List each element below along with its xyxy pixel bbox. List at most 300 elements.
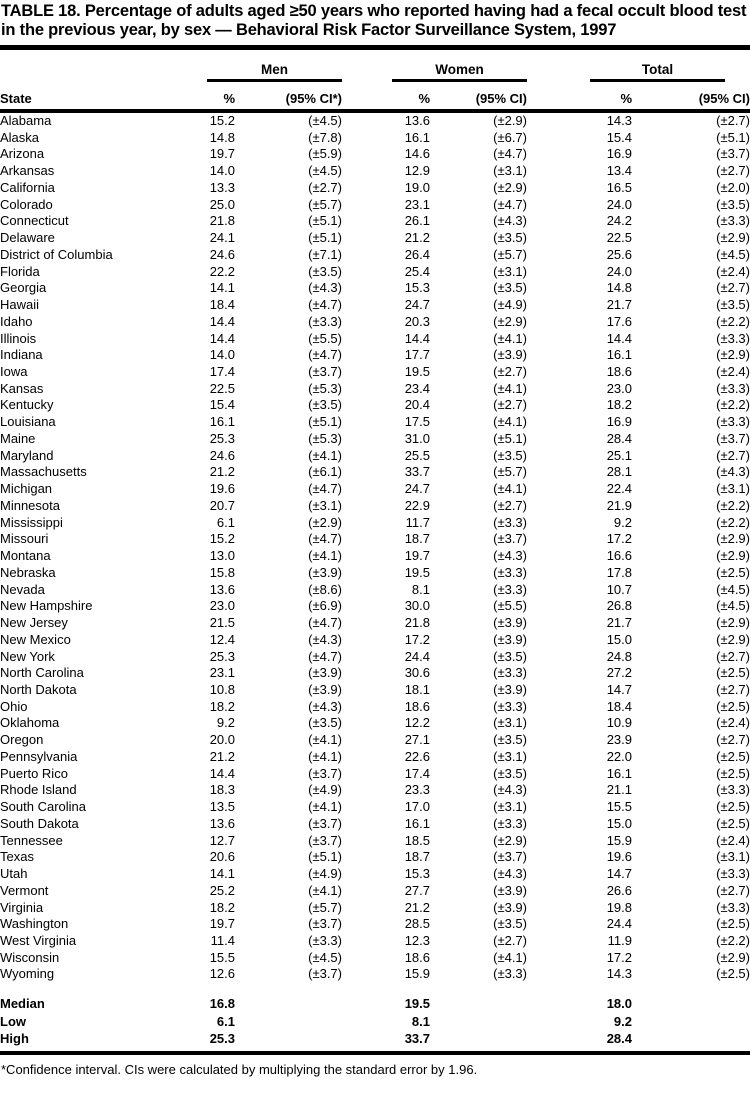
women-ci-cell: (±4.7)	[493, 146, 527, 162]
summary-total-ci-cell	[632, 1013, 750, 1031]
women-ci-cell: (±3.3)	[493, 815, 527, 831]
men-ci-cell: (±3.7)	[308, 364, 342, 380]
state-cell: New Hampshire	[0, 598, 93, 614]
state-cell: Utah	[0, 866, 28, 882]
total-ci-cell: (±2.5)	[716, 966, 750, 982]
total-pct-cell: 28.4	[606, 430, 632, 446]
men-ci-cell: (±4.3)	[308, 631, 342, 647]
table-row	[0, 197, 750, 214]
women-pct-cell: 20.4	[404, 397, 430, 413]
state-cell: Texas	[0, 849, 34, 865]
summary-men-ci-cell	[235, 1030, 342, 1053]
women-pct-cell: 18.7	[404, 849, 430, 865]
table-row	[0, 314, 750, 331]
women-ci-cell: (±5.1)	[493, 430, 527, 446]
summary-body	[0, 983, 750, 1053]
men-pct-cell: 17.4	[209, 364, 235, 380]
total-ci-cell: (±3.3)	[716, 866, 750, 882]
total-ci-cell: (±3.3)	[716, 899, 750, 915]
women-pct-cell: 33.7	[404, 464, 430, 480]
state-cell: Kentucky	[0, 397, 54, 413]
women-pct-cell: 20.3	[404, 313, 430, 329]
total-ci-cell: (±2.2)	[716, 397, 750, 413]
table-row	[0, 347, 750, 364]
men-ci-cell: (±3.9)	[308, 564, 342, 580]
total-pct-cell: 15.9	[606, 832, 632, 848]
summary-women-pct-cell: 19.5	[404, 996, 430, 1012]
men-pct-cell: 12.6	[209, 966, 235, 982]
men-pct-cell: 18.2	[209, 698, 235, 714]
state-cell: South Carolina	[0, 799, 86, 815]
men-ci-cell: (±2.9)	[308, 514, 342, 530]
group-header-row	[0, 56, 750, 82]
total-pct-cell: 26.8	[606, 598, 632, 614]
men-pct-cell: 21.5	[209, 615, 235, 631]
state-cell: Arkansas	[0, 163, 55, 179]
footnote: *Confidence interval. CIs were calculated by multiplying the standard error by 1.96.	[1, 1061, 478, 1077]
total-ci-cell: (±2.7)	[716, 163, 750, 179]
total-ci-header: (95% CI)	[698, 91, 750, 106]
women-ci-cell: (±3.9)	[493, 615, 527, 631]
table-row	[0, 766, 750, 783]
table-row	[0, 849, 750, 866]
table-row	[0, 799, 750, 816]
total-pct-cell: 22.0	[606, 748, 632, 764]
men-ci-cell: (±5.5)	[308, 330, 342, 346]
men-ci-cell: (±4.1)	[308, 882, 342, 898]
men-pct-cell: 6.1	[216, 514, 235, 530]
table-row	[0, 916, 750, 933]
women-pct-cell: 15.3	[404, 866, 430, 882]
state-cell: Montana	[0, 548, 51, 564]
state-cell: Vermont	[0, 882, 49, 898]
total-ci-cell: (±2.7)	[716, 732, 750, 748]
men-pct-cell: 18.4	[209, 297, 235, 313]
men-ci-cell: (±5.7)	[308, 196, 342, 212]
table-body	[0, 111, 750, 983]
women-ci-cell: (±3.9)	[493, 681, 527, 697]
table-row	[0, 230, 750, 247]
men-pct-cell: 14.1	[209, 280, 235, 296]
men-ci-cell: (±3.9)	[308, 681, 342, 697]
table-row	[0, 715, 750, 732]
total-ci-cell: (±2.7)	[716, 681, 750, 697]
summary-label-cell: Median	[0, 996, 45, 1012]
men-pct-cell: 9.2	[216, 715, 235, 731]
total-pct-cell: 17.8	[606, 564, 632, 580]
total-ci-cell: (±2.9)	[716, 347, 750, 363]
men-pct-cell: 15.2	[209, 113, 235, 128]
data-table	[0, 56, 750, 1055]
men-pct-cell: 10.8	[209, 681, 235, 697]
men-pct-cell: 25.0	[209, 196, 235, 212]
men-pct-cell: 21.2	[209, 748, 235, 764]
men-pct-cell: 18.3	[209, 782, 235, 798]
table-row	[0, 582, 750, 599]
men-pct-header: %	[223, 91, 235, 106]
total-pct-cell: 19.6	[606, 849, 632, 865]
men-ci-cell: (±3.7)	[308, 765, 342, 781]
state-cell: New Mexico	[0, 631, 71, 647]
women-pct-cell: 14.6	[404, 146, 430, 162]
page-title: TABLE 18. Percentage of adults aged ≥50 years who reported having had a fecal occult blood test in the previous year, by sex — Behavioral Risk Factor Surveillance System, 1997	[1, 2, 747, 39]
men-pct-cell: 15.4	[209, 397, 235, 413]
women-pct-cell: 19.5	[404, 364, 430, 380]
state-cell: Ohio	[0, 698, 28, 714]
women-pct-cell: 24.4	[404, 648, 430, 664]
state-cell: Indiana	[0, 347, 43, 363]
women-pct-cell: 23.1	[404, 196, 430, 212]
women-ci-cell: (±4.3)	[493, 782, 527, 798]
men-ci-cell: (±3.9)	[308, 665, 342, 681]
total-pct-cell: 16.9	[606, 146, 632, 162]
table-row	[0, 816, 750, 833]
women-ci-cell: (±4.3)	[493, 548, 527, 564]
total-ci-cell: (±2.7)	[716, 447, 750, 463]
total-pct-cell: 24.0	[606, 196, 632, 212]
summary-men-pct-cell: 16.8	[209, 996, 235, 1012]
women-pct-cell: 18.6	[404, 698, 430, 714]
men-ci-cell: (±4.7)	[308, 347, 342, 363]
total-pct-cell: 14.3	[606, 113, 632, 128]
total-pct-cell: 21.1	[606, 782, 632, 798]
women-ci-cell: (±3.5)	[493, 280, 527, 296]
state-group-spacer	[0, 56, 190, 82]
women-ci-cell: (±4.1)	[493, 414, 527, 430]
men-pct-cell: 20.0	[209, 732, 235, 748]
total-ci-cell: (±2.2)	[716, 932, 750, 948]
summary-total-pct-cell: 18.0	[606, 996, 632, 1012]
state-cell: Iowa	[0, 364, 28, 380]
total-ci-cell: (±3.1)	[716, 481, 750, 497]
men-pct-cell: 21.2	[209, 464, 235, 480]
total-pct-cell: 24.0	[606, 263, 632, 279]
state-cell: Alabama	[0, 113, 52, 128]
men-ci-cell: (±4.1)	[308, 799, 342, 815]
men-pct-cell: 14.4	[209, 330, 235, 346]
women-ci-cell: (±3.5)	[493, 765, 527, 781]
men-ci-cell: (±4.1)	[308, 447, 342, 463]
total-ci-cell: (±3.3)	[716, 330, 750, 346]
men-pct-cell: 14.4	[209, 313, 235, 329]
women-pct-cell: 24.7	[404, 481, 430, 497]
women-ci-cell: (±6.7)	[493, 129, 527, 145]
total-ci-cell: (±2.2)	[716, 514, 750, 530]
men-ci-cell: (±3.5)	[308, 397, 342, 413]
total-pct-cell: 13.4	[606, 163, 632, 179]
total-pct-cell: 25.6	[606, 246, 632, 262]
table-row	[0, 280, 750, 297]
men-pct-cell: 12.7	[209, 832, 235, 848]
women-ci-cell: (±4.3)	[493, 213, 527, 229]
total-pct-cell: 26.6	[606, 882, 632, 898]
table-row	[0, 565, 750, 582]
total-ci-cell: (±2.9)	[716, 230, 750, 246]
state-cell: West Virginia	[0, 932, 77, 948]
sub-header-row	[0, 82, 750, 111]
total-pct-cell: 21.7	[606, 297, 632, 313]
men-pct-cell: 13.0	[209, 548, 235, 564]
women-pct-cell: 23.4	[404, 380, 430, 396]
men-ci-cell: (±3.7)	[308, 815, 342, 831]
men-pct-cell: 23.0	[209, 598, 235, 614]
men-ci-cell: (±4.7)	[308, 615, 342, 631]
women-ci-cell: (±3.1)	[493, 799, 527, 815]
total-ci-cell: (±2.7)	[716, 648, 750, 664]
state-cell: Nebraska	[0, 564, 56, 580]
total-ci-cell: (±2.4)	[716, 263, 750, 279]
women-ci-cell: (±3.5)	[493, 916, 527, 932]
men-pct-cell: 25.3	[209, 430, 235, 446]
summary-total-ci-cell	[632, 1030, 750, 1053]
total-pct-cell: 14.7	[606, 681, 632, 697]
state-cell: California	[0, 179, 55, 195]
total-pct-cell: 11.9	[607, 932, 632, 948]
women-ci-cell: (±5.7)	[493, 464, 527, 480]
summary-women-ci-cell	[430, 1030, 527, 1053]
total-pct-cell: 24.4	[606, 916, 632, 932]
women-pct-cell: 27.7	[404, 882, 430, 898]
women-pct-cell: 24.7	[404, 297, 430, 313]
total-group-label: Total	[590, 62, 725, 82]
state-cell: Nevada	[0, 581, 45, 597]
women-ci-cell: (±3.7)	[493, 849, 527, 865]
total-pct-cell: 15.0	[606, 815, 632, 831]
women-pct-cell: 13.6	[404, 113, 430, 128]
women-ci-cell: (±4.9)	[493, 297, 527, 313]
men-ci-cell: (±7.8)	[308, 129, 342, 145]
women-pct-cell: 17.2	[404, 631, 430, 647]
women-pct-cell: 14.4	[404, 330, 430, 346]
table-row	[0, 431, 750, 448]
state-cell: Florida	[0, 263, 40, 279]
state-cell: Idaho	[0, 313, 33, 329]
table-row	[0, 900, 750, 917]
total-ci-cell: (±3.1)	[716, 849, 750, 865]
men-pct-cell: 16.1	[209, 414, 235, 430]
men-ci-cell: (±6.9)	[308, 598, 342, 614]
summary-women-ci-cell	[430, 1013, 527, 1031]
table-row	[0, 481, 750, 498]
men-ci-cell: (±4.1)	[308, 732, 342, 748]
state-cell: Mississippi	[0, 514, 63, 530]
men-group-label: Men	[207, 62, 342, 82]
total-pct-cell: 22.5	[606, 230, 632, 246]
state-cell: Maine	[0, 430, 36, 446]
table-row	[0, 548, 750, 565]
men-pct-cell: 14.4	[209, 765, 235, 781]
table-row	[0, 933, 750, 950]
women-pct-cell: 19.5	[404, 564, 430, 580]
total-pct-cell: 16.5	[606, 179, 632, 195]
women-pct-cell: 17.0	[404, 799, 430, 815]
women-ci-cell: (±2.9)	[493, 313, 527, 329]
total-ci-cell: (±2.9)	[716, 531, 750, 547]
table-row	[0, 699, 750, 716]
table-row	[0, 498, 750, 515]
total-pct-cell: 14.8	[606, 280, 632, 296]
men-pct-cell: 19.7	[209, 146, 235, 162]
total-pct-header: %	[620, 91, 632, 106]
group-header-total	[527, 56, 750, 82]
men-ci-cell: (±4.3)	[308, 698, 342, 714]
summary-row	[0, 1013, 750, 1031]
state-cell: New Jersey	[0, 615, 68, 631]
state-cell: Tennessee	[0, 832, 63, 848]
total-ci-cell: (±2.0)	[716, 179, 750, 195]
men-ci-cell: (±4.5)	[308, 113, 342, 128]
women-pct-cell: 12.3	[404, 932, 430, 948]
total-ci-cell: (±2.7)	[716, 882, 750, 898]
state-cell: Alaska	[0, 129, 40, 145]
state-cell: Hawaii	[0, 297, 40, 313]
women-pct-cell: 30.0	[404, 598, 430, 614]
table-row	[0, 111, 750, 130]
women-ci-cell: (±2.7)	[493, 397, 527, 413]
state-cell: New York	[0, 648, 55, 664]
table-row	[0, 615, 750, 632]
women-ci-cell: (±4.1)	[493, 481, 527, 497]
total-ci-cell: (±4.3)	[716, 464, 750, 480]
table-row	[0, 531, 750, 548]
state-cell: Missouri	[0, 531, 49, 547]
women-ci-cell: (±2.7)	[493, 364, 527, 380]
women-pct-cell: 18.6	[404, 949, 430, 965]
total-ci-cell: (±2.5)	[716, 748, 750, 764]
men-ci-cell: (±4.7)	[308, 481, 342, 497]
men-pct-cell: 24.6	[209, 246, 235, 262]
table-row	[0, 598, 750, 615]
total-ci-cell: (±2.7)	[716, 113, 750, 128]
women-pct-cell: 15.3	[404, 280, 430, 296]
table-row	[0, 883, 750, 900]
total-pct-cell: 24.8	[606, 648, 632, 664]
total-ci-cell: (±2.5)	[716, 765, 750, 781]
men-pct-cell: 13.3	[209, 179, 235, 195]
women-ci-cell: (±4.1)	[493, 330, 527, 346]
women-pct-cell: 17.4	[404, 765, 430, 781]
total-pct-cell: 14.7	[606, 866, 632, 882]
table-row	[0, 180, 750, 197]
state-cell: North Dakota	[0, 681, 77, 697]
women-pct-cell: 21.2	[404, 230, 430, 246]
total-pct-cell: 14.4	[606, 330, 632, 346]
men-ci-cell: (±3.7)	[308, 916, 342, 932]
total-pct-cell: 17.2	[606, 531, 632, 547]
state-cell: Delaware	[0, 230, 55, 246]
total-pct-cell: 25.1	[606, 447, 632, 463]
total-ci-cell: (±3.3)	[716, 213, 750, 229]
women-ci-header: (95% CI)	[475, 91, 527, 106]
men-pct-cell: 23.1	[209, 665, 235, 681]
men-ci-cell: (±4.7)	[308, 648, 342, 664]
women-ci-cell: (±4.7)	[493, 196, 527, 212]
men-ci-cell: (±4.5)	[308, 163, 342, 179]
summary-total-ci-cell	[632, 983, 750, 1013]
total-ci-cell: (±2.5)	[716, 815, 750, 831]
total-pct-cell: 14.3	[606, 966, 632, 982]
table-row	[0, 749, 750, 766]
men-pct-cell: 22.2	[209, 263, 235, 279]
men-ci-cell: (±4.9)	[308, 866, 342, 882]
women-ci-cell: (±2.9)	[493, 832, 527, 848]
table-row	[0, 782, 750, 799]
state-cell: Minnesota	[0, 497, 60, 513]
men-ci-cell: (±3.1)	[308, 497, 342, 513]
men-ci-cell: (±3.7)	[308, 966, 342, 982]
men-pct-cell: 15.5	[209, 949, 235, 965]
state-cell: Louisiana	[0, 414, 56, 430]
total-ci-cell: (±4.5)	[716, 581, 750, 597]
women-pct-cell: 17.5	[404, 414, 430, 430]
table-row	[0, 397, 750, 414]
men-pct-cell: 18.2	[209, 899, 235, 915]
women-pct-cell: 30.6	[404, 665, 430, 681]
total-pct-cell: 16.1	[606, 347, 632, 363]
women-pct-cell: 31.0	[404, 430, 430, 446]
women-ci-cell: (±5.5)	[493, 598, 527, 614]
men-pct-cell: 25.2	[209, 882, 235, 898]
total-pct-cell: 9.2	[613, 514, 632, 530]
summary-men-ci-cell	[235, 983, 342, 1013]
men-pct-cell: 14.0	[209, 347, 235, 363]
men-ci-cell: (±3.3)	[308, 313, 342, 329]
women-pct-cell: 16.1	[404, 815, 430, 831]
total-ci-cell: (±2.4)	[716, 364, 750, 380]
men-ci-cell: (±4.7)	[308, 297, 342, 313]
total-pct-cell: 23.9	[606, 732, 632, 748]
summary-women-pct-cell: 33.7	[404, 1031, 430, 1047]
men-pct-cell: 20.7	[209, 497, 235, 513]
total-ci-cell: (±3.3)	[716, 380, 750, 396]
women-ci-cell: (±3.9)	[493, 899, 527, 915]
total-pct-cell: 24.2	[606, 213, 632, 229]
men-ci-cell: (±8.6)	[308, 581, 342, 597]
state-cell: Pennsylvania	[0, 748, 78, 764]
table-row	[0, 264, 750, 281]
women-pct-cell: 27.1	[404, 732, 430, 748]
women-pct-cell: 26.4	[404, 246, 430, 262]
men-pct-cell: 13.5	[209, 799, 235, 815]
women-pct-cell: 18.5	[404, 832, 430, 848]
women-pct-cell: 12.2	[404, 715, 430, 731]
men-pct-cell: 15.2	[209, 531, 235, 547]
table-row	[0, 682, 750, 699]
men-ci-cell: (±4.9)	[308, 782, 342, 798]
women-ci-cell: (±2.7)	[493, 932, 527, 948]
state-cell: District of Columbia	[0, 246, 113, 262]
summary-women-ci-cell	[430, 983, 527, 1013]
men-pct-cell: 12.4	[209, 631, 235, 647]
summary-men-pct-cell: 6.1	[216, 1013, 235, 1029]
title-rule	[0, 45, 750, 50]
total-pct-cell: 22.4	[606, 481, 632, 497]
state-cell: Arizona	[0, 146, 45, 162]
women-ci-cell: (±3.1)	[493, 748, 527, 764]
women-ci-cell: (±2.7)	[493, 497, 527, 513]
men-pct-cell: 11.4	[210, 932, 235, 948]
total-ci-cell: (±2.5)	[716, 916, 750, 932]
state-cell: Michigan	[0, 481, 53, 497]
state-cell: South Dakota	[0, 815, 79, 831]
total-ci-cell: (±3.7)	[716, 146, 750, 162]
men-ci-cell: (±4.7)	[308, 531, 342, 547]
men-ci-header: (95% CI*)	[285, 91, 342, 106]
state-cell: Colorado	[0, 196, 53, 212]
men-ci-cell: (±4.1)	[308, 548, 342, 564]
men-ci-cell: (±3.5)	[308, 263, 342, 279]
total-pct-cell: 15.0	[606, 631, 632, 647]
